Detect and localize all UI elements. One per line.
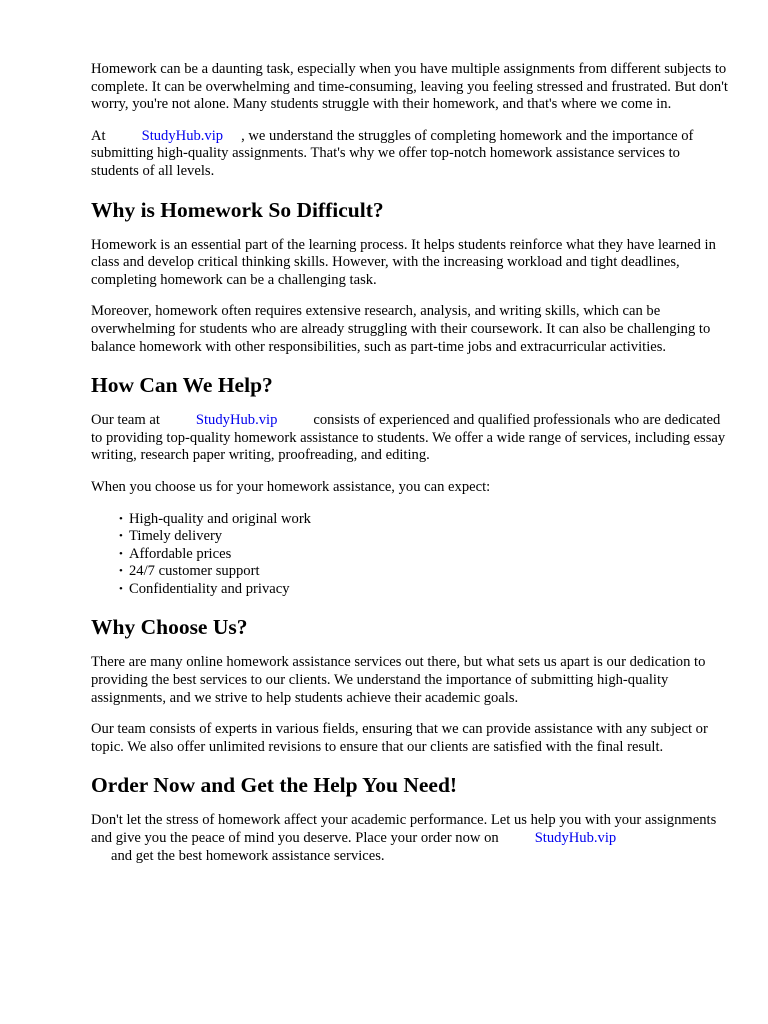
difficult-paragraph-1: Homework is an essential part of the learning process. It helps students reinforce what they have learned in class and develop critical thinking skills. However, with the increasing workload and tight deadlines, completing homework can be a challenging task. — [91, 236, 716, 288]
help-paragraph-2: When you choose us for your homework assistance, you can expect: — [91, 478, 491, 495]
help-p1-prefix: Our team at — [91, 412, 160, 429]
list-item: • 24/7 customer support — [119, 563, 731, 581]
intro-paragraph-1: Homework can be a daunting task, especially when you have multiple assignments from different subjects to complete. It can be overwhelming and time-consuming, leaving you feeling stressed and frustrated. But don't worry, you're not alone. Many students struggle with their homework, and that's where we come in. — [91, 61, 728, 113]
choose-paragraph-2: Our team consists of experts in various fields, ensuring that we can provide assistance with any subject or topic. We also offer unlimited revisions to ensure that our clients are satisfied with the final result. — [91, 721, 708, 755]
list-item: • Timely delivery — [119, 528, 731, 546]
document-page — [91, 61, 731, 879]
order-paragraph — [91, 812, 731, 865]
intro-p2-suffix: , we understand the struggles of completing homework and the importance of submitting high-quality assignments. That's why we offer top-notch homework assistance services to students of all levels. — [91, 127, 694, 179]
heading-how-help: How Can We Help? — [91, 373, 273, 398]
choose-paragraph-1: There are many online homework assistance services out there, but what sets us apart is our dedication to providing the best services to our clients. We understand the importance of submitting high-quality assignments, and we strive to help students achieve their academic goals. — [91, 654, 706, 706]
benefits-list — [91, 511, 731, 599]
help-p1-suffix: consists of experienced and qualified professionals who are dedicated to providing top-quality homework assistance to students. We offer a wide range of services, including essay writing, research paper writing, proofreading, and editing. — [91, 412, 726, 464]
order-p1-prefix: Don't let the stress of homework affect your academic performance. Let us help you with your assignments and give you the peace of mind you deserve. Place your order now on — [91, 812, 717, 847]
list-item: • High-quality and original work — [119, 511, 731, 529]
difficult-paragraph-2: Moreover, homework often requires extensive research, analysis, and writing skills, which can be overwhelming for students who are already struggling with their coursework. It can also be challenging to balance homework with other responsibilities, such as part-time jobs and extracurricular activities. — [91, 303, 711, 355]
studyhub-link-intro[interactable]: StudyHub.vip — [141, 127, 224, 144]
heading-order-now: Order Now and Get the Help You Need! — [91, 773, 458, 798]
studyhub-link-order[interactable]: StudyHub.vip — [534, 830, 617, 847]
order-p1-suffix: and get the best homework assistance services. — [111, 847, 385, 864]
list-item: • Affordable prices — [119, 546, 731, 564]
list-item: • Confidentiality and privacy — [119, 581, 731, 599]
heading-why-choose: Why Choose Us? — [91, 615, 248, 640]
intro-paragraph-2 — [91, 128, 731, 181]
intro-p2-prefix: At — [91, 127, 106, 144]
heading-why-difficult: Why is Homework So Difficult? — [91, 197, 384, 222]
help-paragraph-1 — [91, 412, 731, 465]
studyhub-link-help[interactable]: StudyHub.vip — [195, 412, 278, 429]
